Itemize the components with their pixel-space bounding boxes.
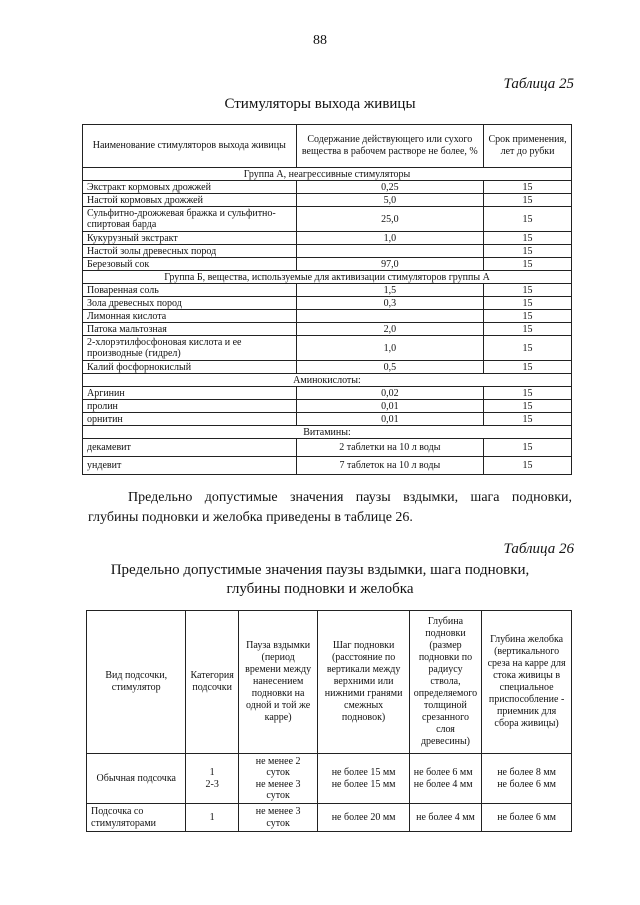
table-row <box>83 245 572 258</box>
stimulator-name: 2-хлорэтилфосфоновая кислота и ее производные (гидрел) <box>83 336 297 361</box>
table25-group-heading: Группа Б, вещества, используемые для активизации стимуляторов группы А <box>83 271 572 284</box>
table26-header-pause: Пауза вздымки (период времени между нанесением подновки на одной и той же карре) <box>238 611 318 754</box>
tapping-pause: не менее 2 суток не менее 3 суток <box>238 754 318 804</box>
tapping-step: не более 20 мм <box>318 804 409 832</box>
stimulator-content: 2 таблетки на 10 л воды <box>296 439 484 457</box>
stimulator-term: 15 <box>484 310 572 323</box>
stimulator-content: 0,5 <box>296 361 484 374</box>
table25-group-heading: Аминокислоты: <box>83 374 572 387</box>
stimulator-name: ундевит <box>83 457 297 475</box>
table-row <box>87 754 572 804</box>
table-row <box>83 194 572 207</box>
stimulator-name: Березовый сок <box>83 258 297 271</box>
stimulator-content: 5,0 <box>296 194 484 207</box>
table26-title-line2: глубины подновки и желобка <box>226 581 414 597</box>
stimulator-content: 1,0 <box>296 232 484 245</box>
table26-header-step: Шаг подновки (расстояние по вертикали между верхними или нижними гранями смежных подновок) <box>318 611 409 754</box>
stimulator-term: 15 <box>484 413 572 426</box>
table26 <box>86 610 572 832</box>
stimulator-name: Поваренная соль <box>83 284 297 297</box>
page-number: 88 <box>313 33 327 48</box>
table-row <box>83 457 572 475</box>
stimulator-name: Экстракт кормовых дрожжей <box>83 181 297 194</box>
stimulator-term: 15 <box>484 232 572 245</box>
table-row <box>83 310 572 323</box>
body-paragraph: Предельно допустимые значения паузы вздымки, шага подновки, глубины подновки и желобка приведены в таблице 26. <box>88 490 572 525</box>
stimulator-content: 97,0 <box>296 258 484 271</box>
table-row <box>83 361 572 374</box>
stimulator-term: 15 <box>484 297 572 310</box>
stimulator-term: 15 <box>484 457 572 475</box>
stimulator-name: пролин <box>83 400 297 413</box>
stimulator-content: 7 таблеток на 10 л воды <box>296 457 484 475</box>
table26-title-line1: Предельно допустимые значения паузы вздымки, шага подновки, <box>110 562 530 578</box>
stimulator-content: 0,3 <box>296 297 484 310</box>
stimulator-name: Настой золы древесных пород <box>83 245 297 258</box>
table-row <box>83 297 572 310</box>
stimulator-term: 15 <box>484 194 572 207</box>
table25 <box>82 124 572 475</box>
stimulator-name: Патока мальтозная <box>83 323 297 336</box>
stimulator-term: 15 <box>484 387 572 400</box>
table25-group-heading: Витамины: <box>83 426 572 439</box>
table-row <box>83 336 572 361</box>
table-row <box>83 232 572 245</box>
stimulator-name: Кукурузный экстракт <box>83 232 297 245</box>
stimulator-term: 15 <box>484 336 572 361</box>
stimulator-content <box>296 310 484 323</box>
table-row <box>83 439 572 457</box>
tapping-type: Обычная подсочка <box>87 754 186 804</box>
table25-label: Таблица 25 <box>503 76 574 92</box>
stimulator-name: Калий фосфорнокислый <box>83 361 297 374</box>
tapping-pause: не менее 3 суток <box>238 804 318 832</box>
tapping-depth: не более 6 мм не более 4 мм <box>409 754 481 804</box>
table26-header-depth: Глубина подновки (размер подновки по радиусу ствола, определяемого толщиной срезанного слоя древесины) <box>409 611 481 754</box>
tapping-step: не более 15 мм не более 15 мм <box>318 754 409 804</box>
table25-title: Стимуляторы выхода живицы <box>224 96 416 112</box>
stimulator-name: Аргинин <box>83 387 297 400</box>
table-row <box>83 413 572 426</box>
tapping-type: Подсочка со стимуляторами <box>87 804 186 832</box>
table25-header-name: Наименование стимуляторов выхода живицы <box>83 125 297 168</box>
table26-header-type: Вид подсочки, стимулятор <box>87 611 186 754</box>
stimulator-content: 0,02 <box>296 387 484 400</box>
table-row <box>83 181 572 194</box>
stimulator-content: 1,0 <box>296 336 484 361</box>
table26-header-groove: Глубина желобка (вертикального среза на карре для стока живицы в специальное приспособление - приемник для сбора живицы) <box>482 611 572 754</box>
stimulator-content: 0,01 <box>296 413 484 426</box>
stimulator-name: Лимонная кислота <box>83 310 297 323</box>
table-row <box>83 323 572 336</box>
stimulator-term: 15 <box>484 245 572 258</box>
stimulator-term: 15 <box>484 284 572 297</box>
table-row <box>83 258 572 271</box>
tapping-depth: не более 4 мм <box>409 804 481 832</box>
tapping-category: 1 2-3 <box>186 754 238 804</box>
table26-header-category: Категория подсочки <box>186 611 238 754</box>
tapping-groove: не более 8 мм не более 6 мм <box>482 754 572 804</box>
stimulator-term: 15 <box>484 361 572 374</box>
stimulator-term: 15 <box>484 439 572 457</box>
tapping-groove: не более 6 мм <box>482 804 572 832</box>
stimulator-term: 15 <box>484 207 572 232</box>
stimulator-term: 15 <box>484 181 572 194</box>
tapping-category: 1 <box>186 804 238 832</box>
table26-label: Таблица 26 <box>503 541 574 557</box>
table-row <box>87 804 572 832</box>
stimulator-content: 1,5 <box>296 284 484 297</box>
stimulator-name: Настой кормовых дрожжей <box>83 194 297 207</box>
stimulator-term: 15 <box>484 258 572 271</box>
table-row <box>83 400 572 413</box>
stimulator-term: 15 <box>484 400 572 413</box>
stimulator-name: Зола древесных пород <box>83 297 297 310</box>
table-row <box>83 207 572 232</box>
stimulator-name: Сульфитно-дрожжевая бражка и сульфитно-спиртовая барда <box>83 207 297 232</box>
table25-header-content: Содержание действующего или сухого вещества в рабочем растворе не более, % <box>296 125 484 168</box>
stimulator-content: 0,25 <box>296 181 484 194</box>
stimulator-content: 2,0 <box>296 323 484 336</box>
stimulator-content: 0,01 <box>296 400 484 413</box>
stimulator-name: орнитин <box>83 413 297 426</box>
table25-header-term: Срок применения, лет до рубки <box>484 125 572 168</box>
table-row <box>83 387 572 400</box>
stimulator-term: 15 <box>484 323 572 336</box>
stimulator-content <box>296 245 484 258</box>
stimulator-content: 25,0 <box>296 207 484 232</box>
stimulator-name: декамевит <box>83 439 297 457</box>
table25-group-heading: Группа А, неагрессивные стимуляторы <box>83 168 572 181</box>
table-row <box>83 284 572 297</box>
